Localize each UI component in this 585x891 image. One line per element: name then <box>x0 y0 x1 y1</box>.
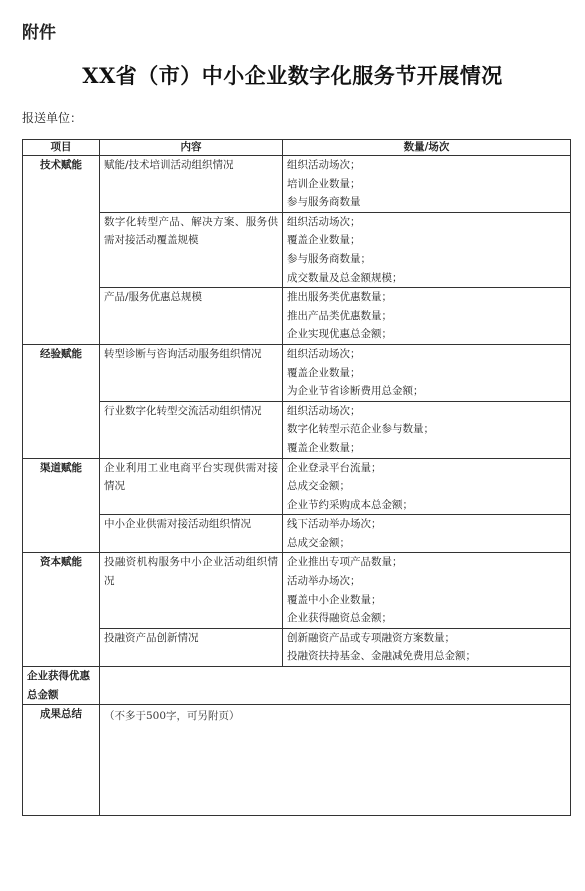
metrics-cell <box>283 515 571 553</box>
metric-line: 组织活动场次； <box>287 404 361 417</box>
table-row <box>23 628 571 666</box>
content-text: 数字化转型产品、解决方案、服务供需对接活动覆盖规模 <box>104 215 278 247</box>
table-body <box>23 156 571 816</box>
total-benefit-label: 企业获得优惠总金额 <box>23 667 100 705</box>
content-text: 产品/服务优惠总规模 <box>104 291 203 304</box>
content-text: 投融资机构服务中小企业活动组织情况 <box>104 556 278 588</box>
content-cell <box>100 401 283 458</box>
content-text: 转型诊断与咨询活动服务组织情况 <box>104 347 262 360</box>
attachment-label: 附件 <box>22 23 56 43</box>
content-cell <box>100 628 283 666</box>
table-row <box>23 553 571 628</box>
metric-line: 为企业节省诊断费用总金额； <box>287 385 424 398</box>
content-text: 中小企业供需对接活动组织情况 <box>104 518 251 531</box>
metric-line: 覆盖中小企业数量； <box>287 593 382 606</box>
metric-line: 成交数量及总金额规模； <box>287 271 403 284</box>
metric-line: 覆盖企业数量； <box>287 366 361 379</box>
content-cell <box>100 515 283 553</box>
metric-line: 参与服务商数量； <box>287 252 371 265</box>
metric-line: 总成交金额； <box>287 536 350 549</box>
metric-line: 培训企业数量； <box>287 177 361 190</box>
metric-line: 数字化转型示范企业参与数量； <box>287 423 434 436</box>
content-cell <box>100 156 283 213</box>
category-cell: 资本赋能 <box>23 553 100 667</box>
metric-line: 覆盖企业数量； <box>287 234 361 247</box>
content-text: 投融资产品创新情况 <box>104 631 199 644</box>
metric-line: 总成交金额； <box>287 480 350 493</box>
metric-line: 组织活动场次； <box>287 215 361 228</box>
reporting-unit-label: 报送单位： <box>22 111 83 125</box>
summary-row <box>23 705 571 816</box>
content-text: 企业利用工业电商平台实现供需对接情况 <box>104 461 278 493</box>
report-table <box>22 139 571 816</box>
metric-line: 推出服务类优惠数量； <box>287 291 392 304</box>
metrics-cell <box>283 458 571 515</box>
summary-note: （不多于500字，可另附页） <box>104 710 240 723</box>
table-row <box>23 401 571 458</box>
metric-line: 投融资扶持基金、金融减免费用总金额； <box>287 650 476 663</box>
metric-line: 活动举办场次； <box>287 575 361 588</box>
metric-line: 企业节约采购成本总金额； <box>287 498 413 511</box>
metric-line: 企业实现优惠总金额； <box>287 328 392 341</box>
page-title: XX省（市）中小企业数字化服务节开展情况 <box>82 63 503 88</box>
metrics-cell <box>283 344 571 401</box>
content-cell <box>100 553 283 628</box>
content-text: 行业数字化转型交流活动组织情况 <box>104 404 262 417</box>
table-row <box>23 515 571 553</box>
metrics-cell <box>283 156 571 213</box>
metric-line: 参与服务商数量 <box>287 196 361 209</box>
table-row <box>23 288 571 345</box>
table-row <box>23 458 571 515</box>
metric-line: 组织活动场次； <box>287 347 361 360</box>
metric-line: 线下活动举办场次； <box>287 518 382 531</box>
category-cell: 渠道赋能 <box>23 458 100 553</box>
table-header-row <box>23 140 571 156</box>
category-cell: 经验赋能 <box>23 344 100 458</box>
metrics-cell <box>283 553 571 628</box>
content-text: 赋能/技术培训活动组织情况 <box>104 159 234 171</box>
metric-line: 推出产品类优惠数量； <box>287 309 392 322</box>
content-cell <box>100 458 283 515</box>
table-row <box>23 156 571 213</box>
metric-line: 企业登录平台流量； <box>287 461 382 474</box>
total-benefit-row <box>23 667 571 705</box>
metric-line: 创新融资产品或专项融资方案数量； <box>287 631 455 644</box>
metric-line: 覆盖企业数量； <box>287 441 361 454</box>
metrics-cell <box>283 288 571 345</box>
content-cell <box>100 344 283 401</box>
metrics-cell <box>283 628 571 666</box>
metrics-cell <box>283 401 571 458</box>
table-row <box>23 344 571 401</box>
metrics-cell <box>283 212 571 287</box>
metric-line: 企业推出专项产品数量； <box>287 556 403 569</box>
table-row <box>23 212 571 287</box>
total-benefit-value <box>100 667 571 705</box>
metric-line: 组织活动场次； <box>287 159 361 171</box>
content-cell <box>100 212 283 287</box>
category-cell: 技术赋能 <box>23 156 100 345</box>
header-quantity: 数量/场次 <box>283 140 571 156</box>
content-cell <box>100 288 283 345</box>
metric-line: 企业获得融资总金额； <box>287 612 392 625</box>
header-item: 项目 <box>23 140 100 156</box>
summary-value <box>100 705 571 816</box>
summary-label: 成果总结 <box>23 705 100 816</box>
header-content: 内容 <box>100 140 283 156</box>
